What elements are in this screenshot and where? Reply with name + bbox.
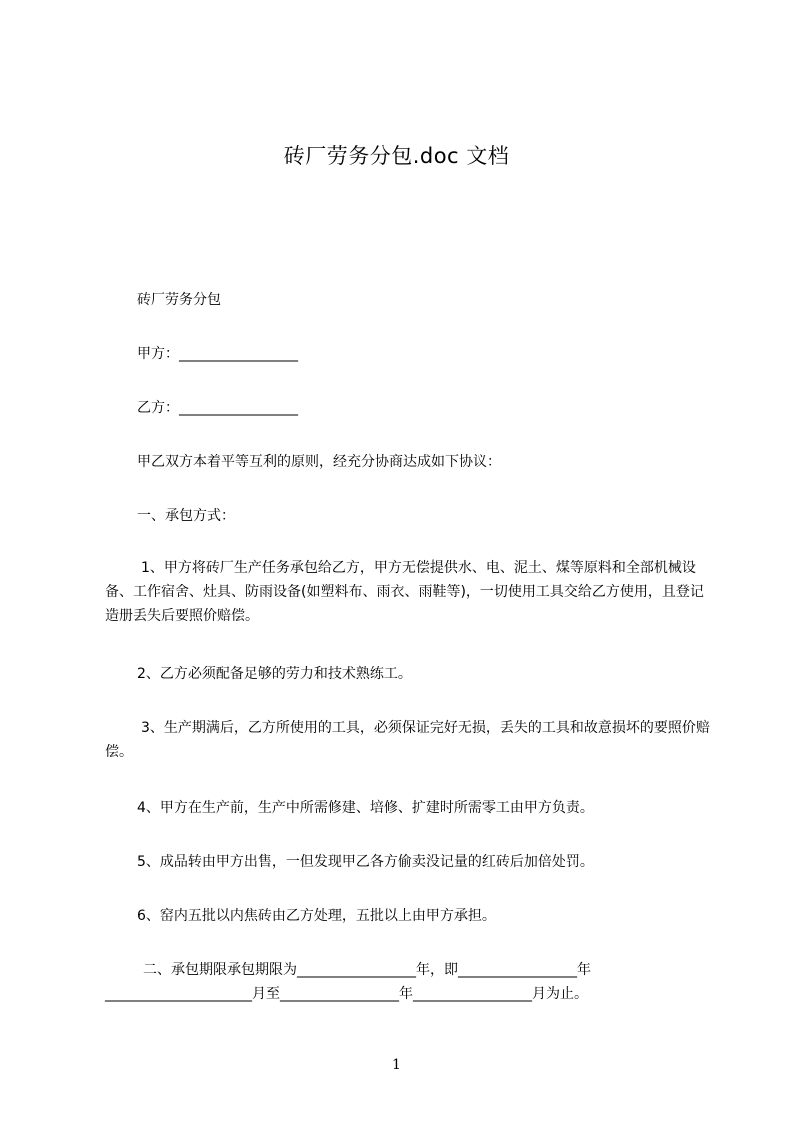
clause-5: 5、成品转由甲方出售，一但发现甲乙各方偷卖没记量的红砖后加倍处罚。 [137, 854, 594, 870]
intro-paragraph: 甲乙双方本着平等互利的原则，经充分协商达成如下协议： [137, 454, 501, 470]
party-b-line: 乙方：_________________ [137, 400, 298, 416]
clause-3: 3、生产期满后，乙方所使用的工具，必须保证完好无损，丢失的工具和故意损坏的要照价赔偿。 [105, 720, 710, 760]
section2-paragraph: 二、承包期限承包期限为_________________年，即_________________年_____________________月至_________________年_________________月为止。 [105, 962, 591, 1002]
clause-6: 6、窑内五批以内焦砖由乙方处理，五批以上由甲方承担。 [137, 908, 496, 924]
clause-2: 2、乙方必须配备足够的劳力和技术熟练工。 [137, 666, 412, 682]
heading-paragraph: 砖厂劳务分包 [137, 292, 221, 308]
document-title: 砖厂劳务分包.doc 文档 [283, 144, 510, 168]
clause-1: 1、甲方将砖厂生产任务承包给乙方，甲方无偿提供水、电、泥土、煤等原料和全部机械设备、工作宿舍、灶具、防雨设备(如塑料布、雨衣、雨鞋等)，一切使用工具交给乙方使用，且登记造册丢失后要照价赔偿。 [105, 560, 704, 624]
page-number: 1 [392, 1057, 401, 1073]
party-a-line: 甲方：_________________ [137, 346, 298, 362]
section1-title: 一、承包方式： [137, 508, 235, 524]
clause-4: 4、甲方在生产前，生产中所需修建、培修、扩建时所需零工由甲方负责。 [137, 800, 594, 816]
